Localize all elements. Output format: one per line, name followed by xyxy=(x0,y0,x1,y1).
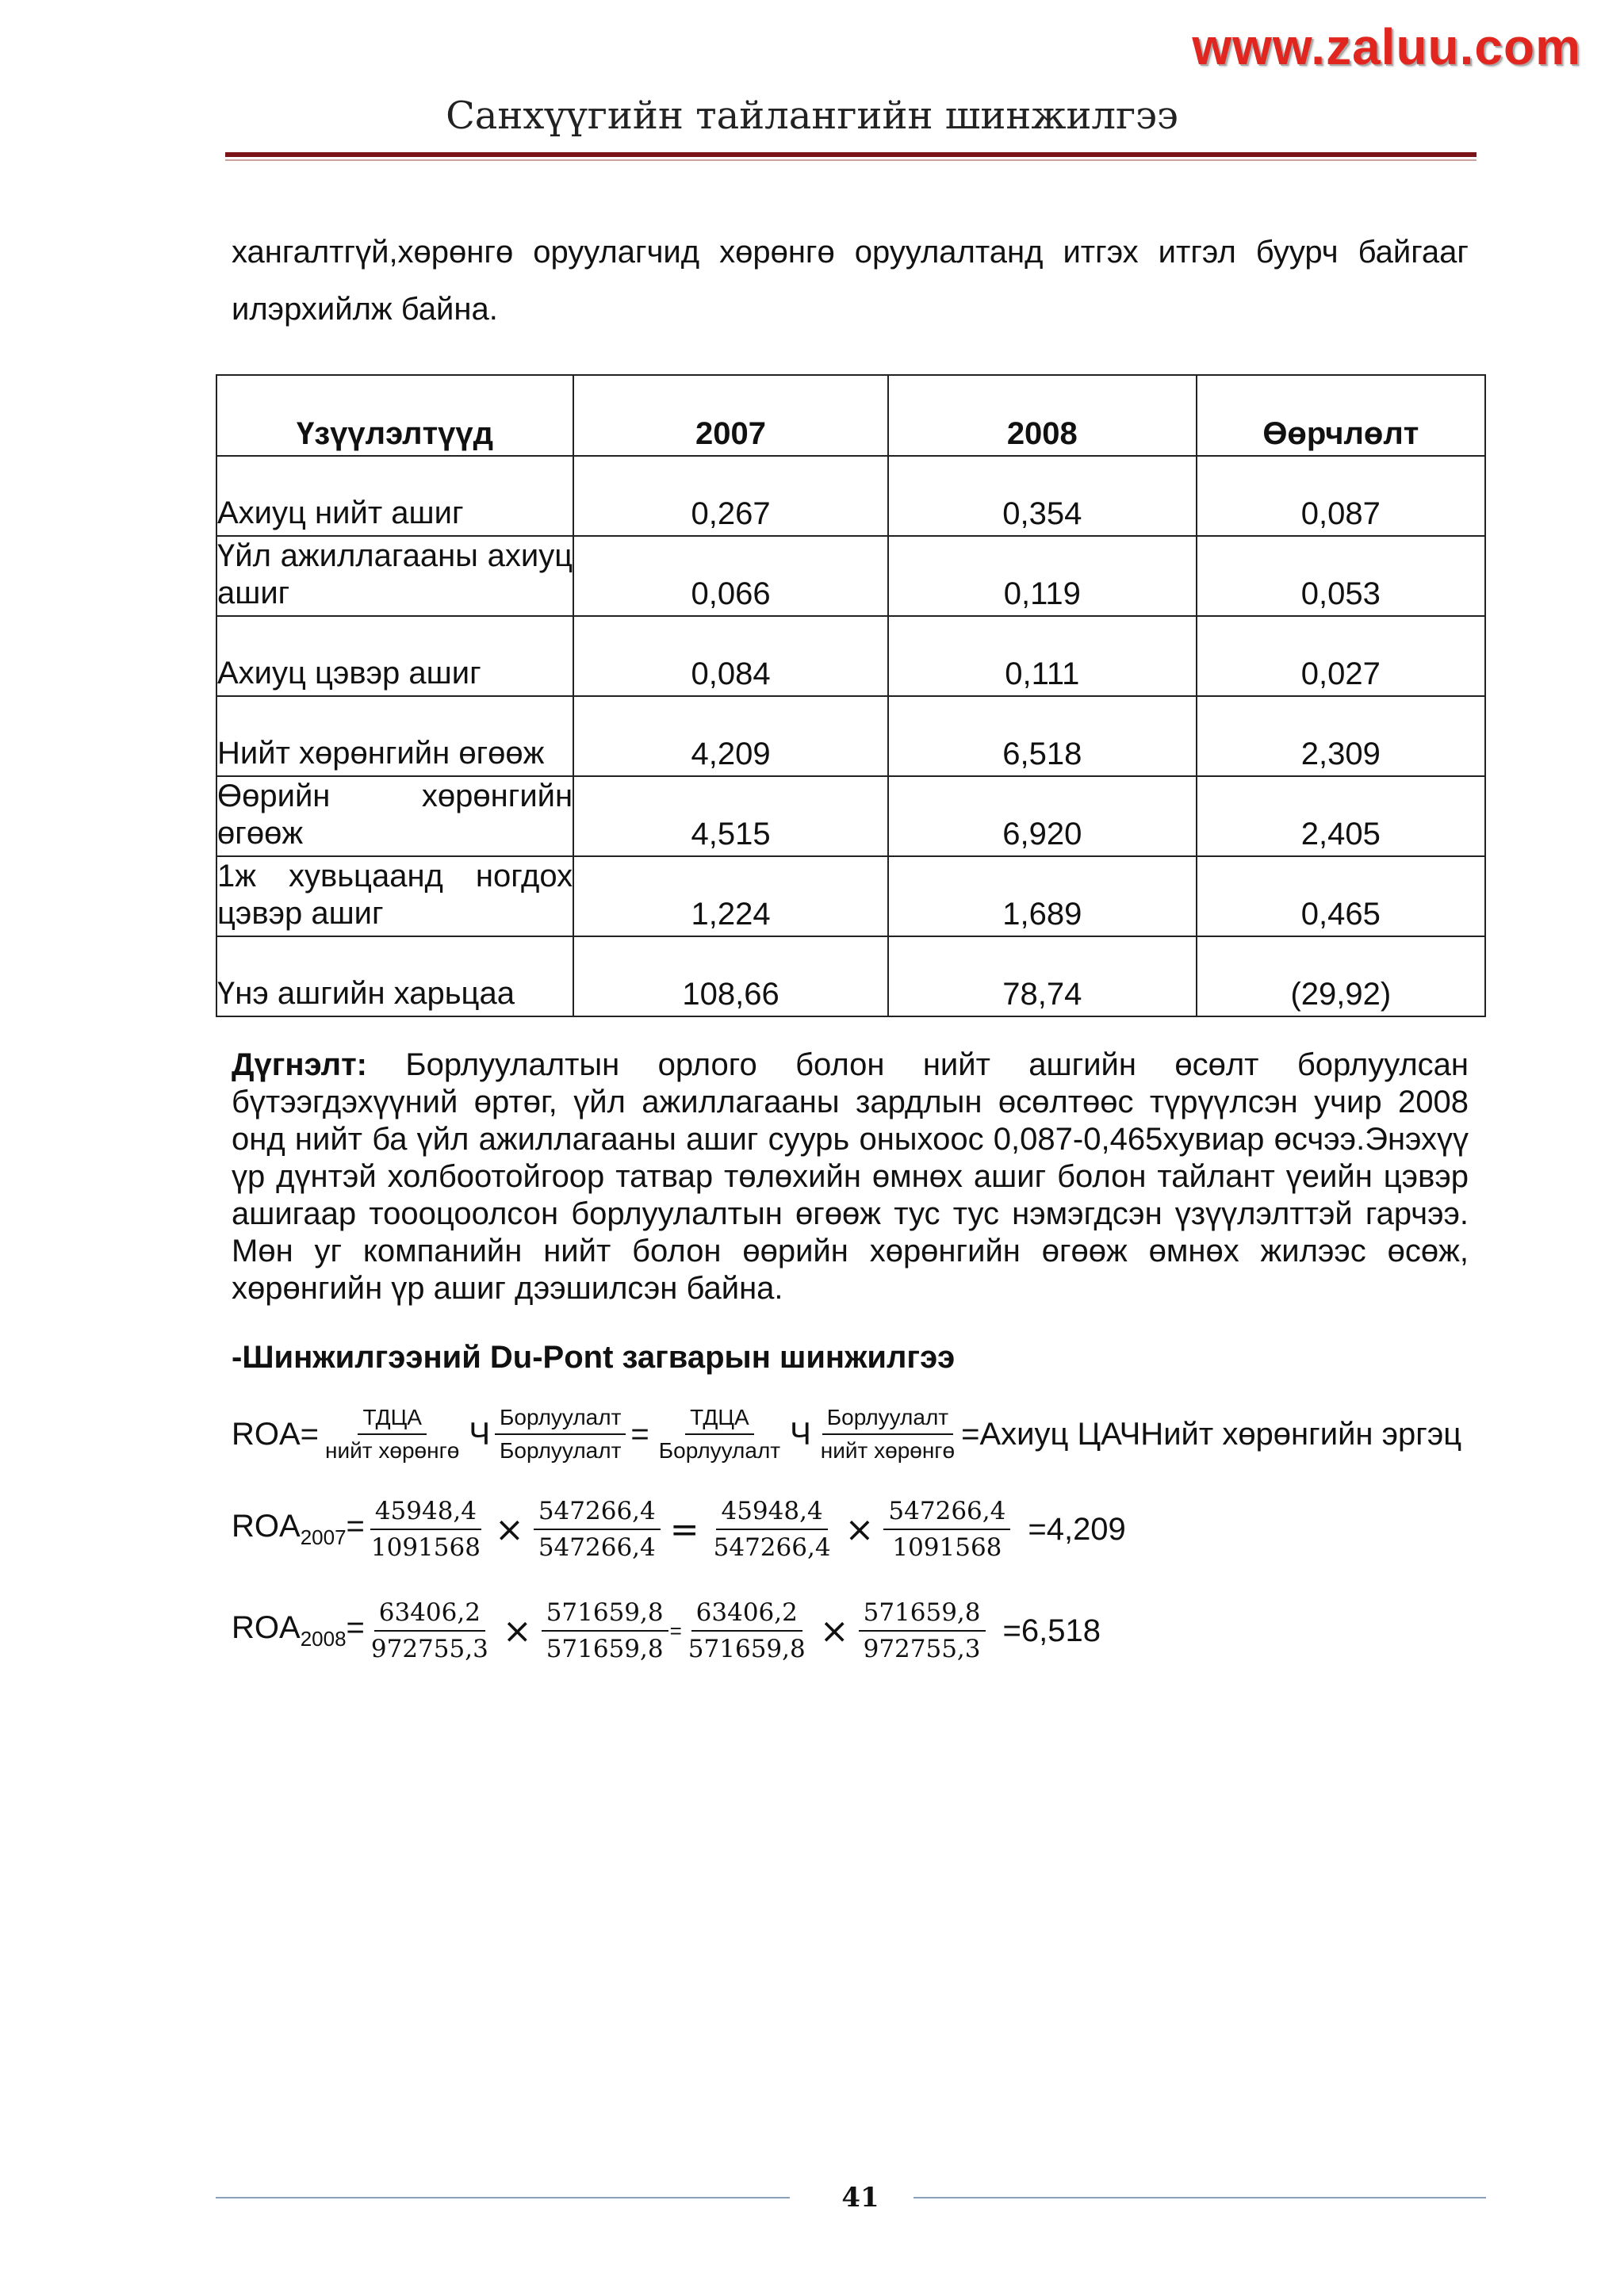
formula-roa-2007 xyxy=(232,1497,1126,1562)
numerator: 45948,4 xyxy=(370,1497,481,1530)
conclusion-text: Борлуулалтын орлого болон нийт ашгийн өсөлт борлуулсан бүтээгдэхүүний өртөг, үйл ажиллагааны зардлын өсөлтөөс түрүүлсэн учир 2008 онд нийт ба үйл ажиллагааны ашиг суурь оныхоос 0,087-0,465хувиар өсчээ.Энэхүү үр дүнтэй холбоотойгоор татвар төлөхийн өмнөх ашиг болон тайлант үеийн цэвэр ашигаар тоооцоолсон борлуулалтын өгөөж тус тус нэмэгдсэн үзүүлэлттэй гарчээ. Мөн уг компанийн нийт болон өөрийн хөрөнгийн өгөөж өмнөх жилээс өсөж, хөрөнгийн үр ашиг дээшилсэн байна. xyxy=(232,1047,1469,1306)
header-rule xyxy=(225,152,1477,157)
cell-2008: 0,119 xyxy=(888,536,1197,616)
page-number: 41 xyxy=(841,2182,879,2214)
footer-rule-right xyxy=(914,2197,1486,2198)
numerator: 63406,2 xyxy=(691,1598,802,1632)
fraction xyxy=(816,1405,959,1464)
roa-label: ROA xyxy=(232,1509,301,1544)
section-title: -Шинжилгээний Du-Pont загварын шинжилгээ xyxy=(232,1340,956,1375)
operator: Ч xyxy=(790,1416,811,1452)
cell-2007: 0,084 xyxy=(573,616,888,696)
denominator: 547266,4 xyxy=(713,1533,831,1562)
fraction xyxy=(542,1598,668,1663)
header-2008: 2008 xyxy=(888,375,1197,456)
cell-2007: 0,066 xyxy=(573,536,888,616)
fraction xyxy=(495,1405,626,1464)
fraction xyxy=(320,1405,464,1464)
fraction xyxy=(534,1497,661,1562)
ratio-table xyxy=(216,374,1486,1017)
header-change: Өөрчлөлт xyxy=(1197,375,1485,456)
cell-change: 0,087 xyxy=(1197,456,1485,536)
cell-2007: 1,224 xyxy=(573,856,888,936)
table-row xyxy=(216,616,1485,696)
cell-change: 2,405 xyxy=(1197,776,1485,856)
table-row xyxy=(216,856,1485,936)
denominator: 547266,4 xyxy=(538,1533,656,1562)
cell-change: 2,309 xyxy=(1197,696,1485,776)
formula-lhs: ROA= xyxy=(232,1416,320,1452)
numerator: 45948,4 xyxy=(716,1497,827,1530)
denominator: 972755,3 xyxy=(863,1635,981,1663)
formula-roa-2008 xyxy=(232,1598,1101,1663)
cell-change: 0,027 xyxy=(1197,616,1485,696)
year-subscript: 2008 xyxy=(300,1627,347,1651)
year-subscript: 2007 xyxy=(300,1525,347,1549)
numerator: Борлуулалт xyxy=(822,1405,953,1435)
numerator: 547266,4 xyxy=(883,1497,1010,1530)
row-label: Нийт хөрөнгийн өгөөж xyxy=(216,696,573,776)
fraction xyxy=(366,1497,485,1562)
cell-2007: 4,209 xyxy=(573,696,888,776)
equals-sign: = xyxy=(630,1416,649,1452)
numerator: 571659,8 xyxy=(859,1598,986,1632)
cell-2008: 78,74 xyxy=(888,936,1197,1016)
fraction xyxy=(654,1405,785,1464)
denominator: 972755,3 xyxy=(370,1635,488,1663)
cell-2008: 6,920 xyxy=(888,776,1197,856)
header-rule-thin xyxy=(225,159,1477,161)
cell-2007: 0,267 xyxy=(573,456,888,536)
denominator: Борлуулалт xyxy=(500,1438,622,1463)
row-label: 1ж хувьцаанд ногдох цэвэр ашиг xyxy=(216,856,573,936)
formula-rhs: =Ахиуц ЦАЧНийт хөрөнгийн эргэц xyxy=(961,1416,1462,1452)
fraction xyxy=(883,1497,1010,1562)
table-row xyxy=(216,456,1485,536)
equals-sign: = xyxy=(346,1509,365,1544)
cell-change: 0,053 xyxy=(1197,536,1485,616)
table-header-row xyxy=(216,375,1485,456)
running-header-title: Санхүүгийн тайлангийн шинжилгээ xyxy=(446,94,1178,138)
cell-2008: 0,354 xyxy=(888,456,1197,536)
cell-2007: 4,515 xyxy=(573,776,888,856)
cell-2008: 6,518 xyxy=(888,696,1197,776)
equals-sign: = xyxy=(669,1509,699,1550)
times-sign: × xyxy=(819,1610,849,1651)
table-row xyxy=(216,936,1485,1016)
header-indicators: Үзүүлэлтүүд xyxy=(216,375,573,456)
operator: Ч xyxy=(469,1416,491,1452)
formula-result: =6,518 xyxy=(1002,1613,1101,1648)
numerator: ТДЦА xyxy=(685,1405,754,1435)
row-label: Үнэ ашгийн харьцаа xyxy=(216,936,573,1016)
row-label: Өөрийн хөрөнгийн өгөөж xyxy=(216,776,573,856)
equals-sign: = xyxy=(669,1618,682,1643)
numerator: ТДЦА xyxy=(358,1405,427,1435)
watermark-url: www.zaluu.com xyxy=(1192,18,1581,75)
intro-paragraph xyxy=(232,224,1469,338)
row-label: Ахиуц цэвэр ашиг xyxy=(216,616,573,696)
numerator: 547266,4 xyxy=(534,1497,661,1530)
numerator: Борлуулалт xyxy=(495,1405,626,1435)
row-label: Үйл ажиллагааны ахиуц ашиг xyxy=(216,536,573,616)
formula-lhs xyxy=(232,1610,365,1651)
cell-change: (29,92) xyxy=(1197,936,1485,1016)
denominator: нийт хөрөнгө xyxy=(820,1438,956,1463)
numerator: 571659,8 xyxy=(542,1598,668,1632)
times-sign: × xyxy=(502,1610,532,1651)
denominator: 571659,8 xyxy=(546,1635,664,1663)
equals-sign: = xyxy=(346,1610,365,1645)
fraction xyxy=(709,1497,836,1562)
cell-2008: 0,111 xyxy=(888,616,1197,696)
numerator: 63406,2 xyxy=(374,1598,485,1632)
denominator: 571659,8 xyxy=(688,1635,806,1663)
formula-lhs xyxy=(232,1509,365,1550)
denominator: нийт хөрөнгө xyxy=(325,1438,460,1463)
denominator: 1091568 xyxy=(370,1533,481,1562)
formula-roa-general xyxy=(232,1405,1461,1464)
row-label: Ахиуц нийт ашиг xyxy=(216,456,573,536)
table-row xyxy=(216,696,1485,776)
fraction xyxy=(366,1598,493,1663)
fraction xyxy=(859,1598,986,1663)
denominator: 1091568 xyxy=(892,1533,1002,1562)
roa-label: ROA xyxy=(232,1610,301,1645)
table-row xyxy=(216,536,1485,616)
cell-2008: 1,689 xyxy=(888,856,1197,936)
cell-change: 0,465 xyxy=(1197,856,1485,936)
conclusion-label: Дүгнэлт: xyxy=(232,1047,367,1082)
times-sign: × xyxy=(494,1509,524,1550)
intro-line-1: хангалтгүй,хөрөнгө оруулагчид хөрөнгө оруулалтанд итгэх итгэл буурч байгааг xyxy=(232,235,1469,270)
intro-line-2: илэрхийлж байна. xyxy=(232,292,498,327)
table-row xyxy=(216,776,1485,856)
times-sign: × xyxy=(845,1509,875,1550)
cell-2007: 108,66 xyxy=(573,936,888,1016)
fraction xyxy=(684,1598,810,1663)
conclusion-paragraph xyxy=(232,1047,1469,1307)
header-2007: 2007 xyxy=(573,375,888,456)
denominator: Борлуулалт xyxy=(658,1438,781,1463)
footer-rule-left xyxy=(216,2197,790,2198)
formula-result: =4,209 xyxy=(1028,1511,1126,1547)
